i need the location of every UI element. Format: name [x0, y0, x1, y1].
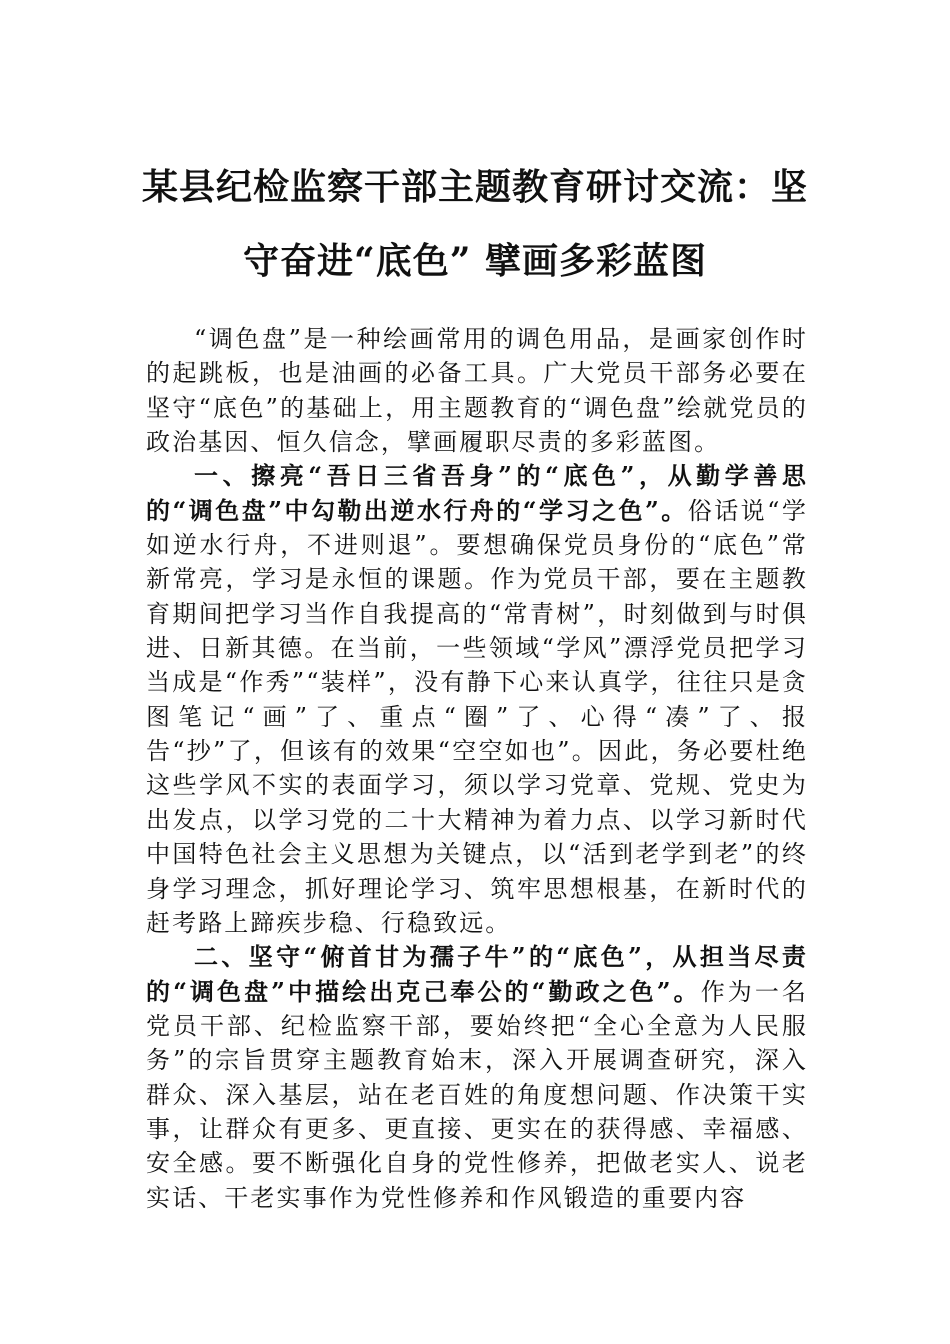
section-2-paragraph: [146, 940, 808, 1215]
section-1-heading: 一、擦亮“吾日三省吾身”的“底色”，从勤学善思的“调色盘”中勾勒出逆水行舟的“学习之色”。: [146, 461, 808, 525]
title-line-1: 某县纪检监察干部主题教育研讨交流：坚: [141, 166, 808, 208]
section-1-body: 俗话说“学如逆水行舟，不进则退”。要想确保党员身份的“底色”常新常亮，学习是永恒的课题。作为党员干部，要在主题教育期间把学习当作自我提高的“常青树”，时刻做到与时俱进、日新其德。在当前，一些领域“学风”漂浮党员把学习当成是“作秀”“装样”，没有静下心来认真学，往往只是贪图笔记“画”了、重点“圈”了、心得“凑”了、报告“抄”了，但该有的效果“空空如也”。因此，务必要杜绝这些学风不实的表面学习，须以学习党章、党规、党史为出发点，以学习党的二十大精神为着力点、以学习新时代中国特色社会主义思想为关键点，以“活到老学到老”的终身学习理念，抓好理论学习、筑牢思想根基，在新时代的赶考路上蹄疾步稳、行稳致远。: [146, 496, 808, 937]
document-title: [140, 150, 810, 298]
title-line-2: 守奋进“底色” 擘画多彩蓝图: [243, 240, 707, 282]
intro-paragraph: “调色盘”是一种绘画常用的调色用品，是画家创作时的起跳板，也是油画的必备工具。广大党员干部务必要在坚守“底色”的基础上，用主题教育的“调色盘”绘就党员的政治基因、恒久信念，擘画履职尽责的多彩蓝图。: [146, 325, 808, 457]
section-2-heading: 二、坚守“俯首甘为孺子牛”的“底色”，从担当尽责的“调色盘”中描绘出克己奉公的“勤政之色”。: [146, 942, 808, 1006]
section-1-paragraph: [146, 459, 808, 940]
section-2-body: 作为一名党员干部、纪检监察干部，要始终把“全心全意为人民服务”的宗旨贯穿主题教育始末，深入开展调查研究，深入群众、深入基层，站在老百姓的角度想问题、作决策干实事，让群众有更多、更直接、更实在的获得感、幸福感、安全感。要不断强化自身的党性修养，把做老实人、说老实话、干老实事作为党性修养和作风锻造的重要内容: [146, 977, 809, 1212]
document-body: [146, 322, 808, 1215]
